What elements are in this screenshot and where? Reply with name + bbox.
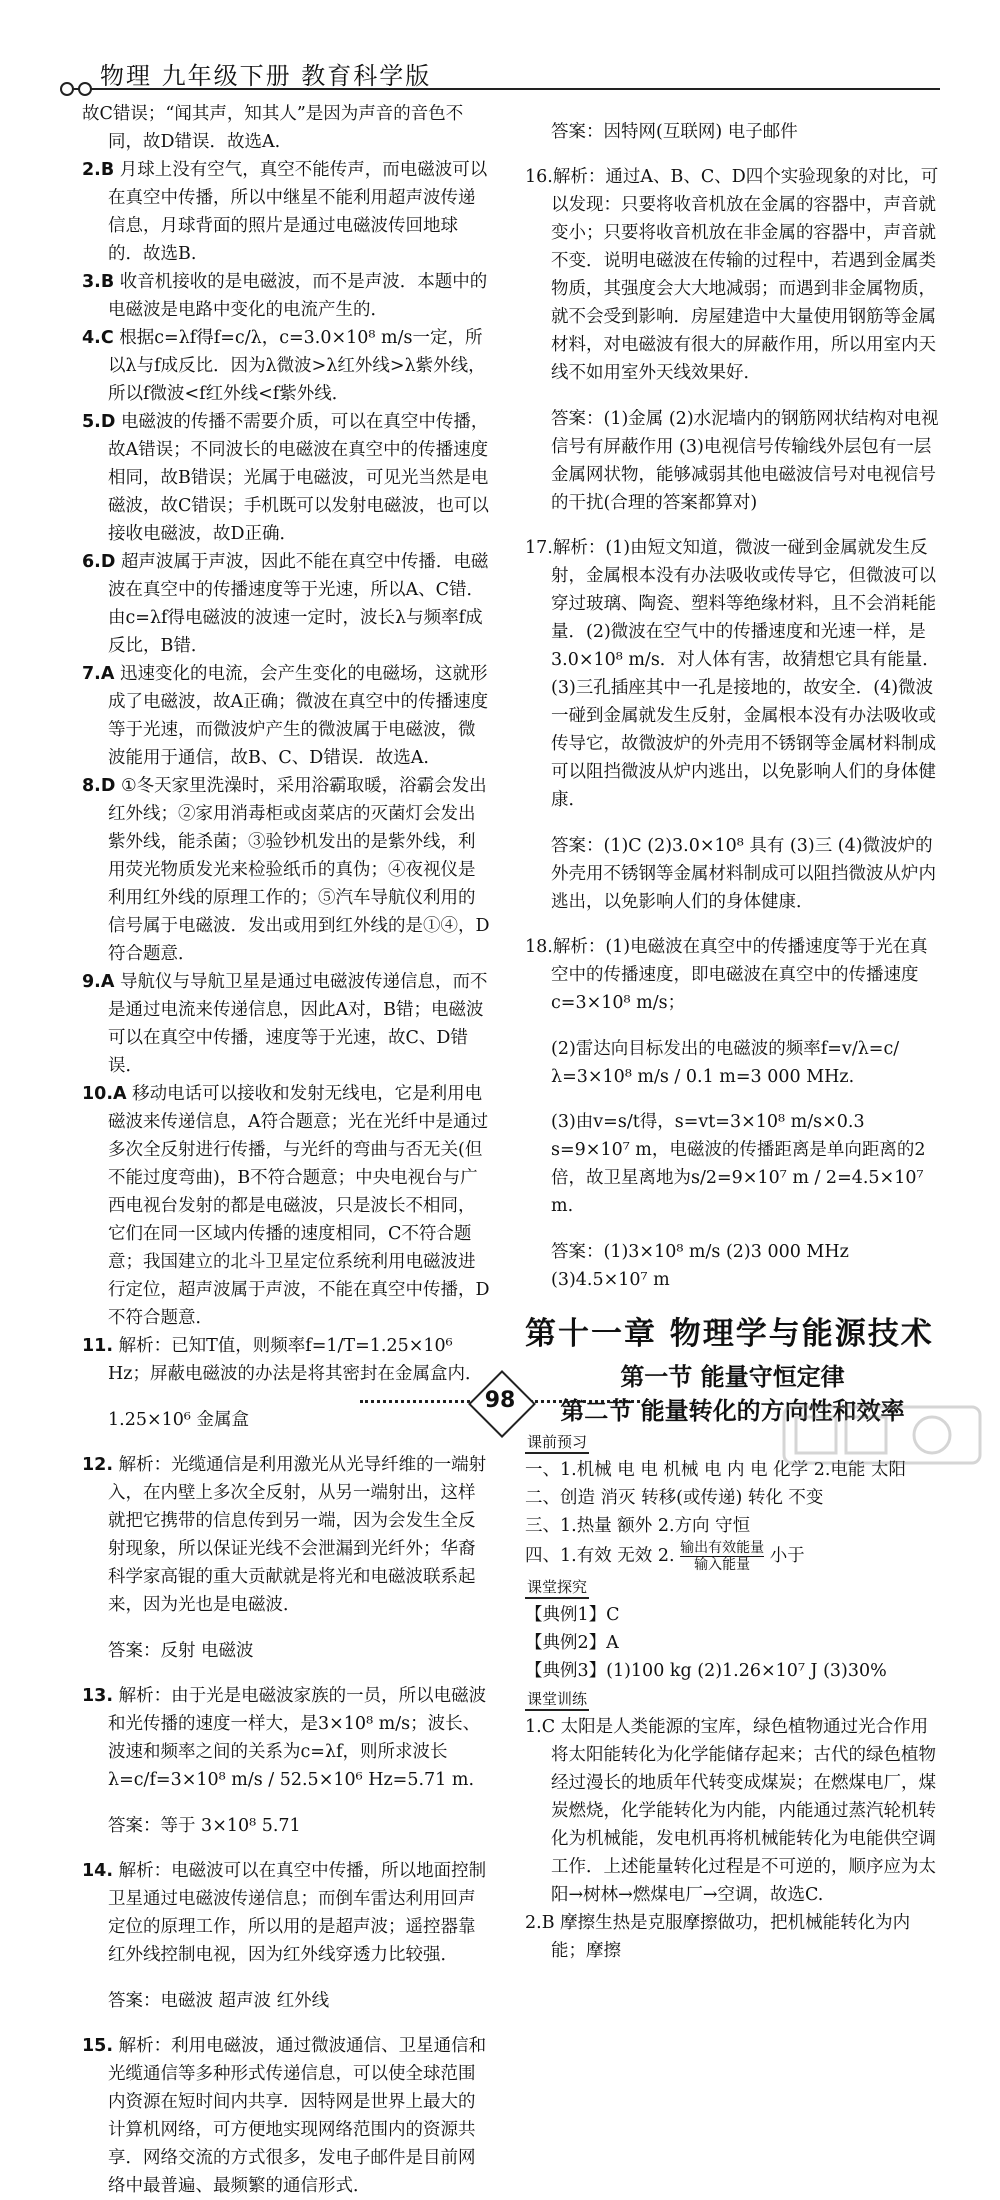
fraction-numerator: 输出有效能量	[680, 1539, 765, 1556]
item-text: 根据c=λf得f=c/λ，c=3.0×10⁸ m/s一定，所以λ与f成反比．因为λ微波>λ红外线>λ紫外线，所以f微波<f红外线<f紫外线．	[108, 328, 486, 404]
left-item	[82, 324, 490, 408]
right-column	[525, 100, 940, 1965]
question-16: 16.解析：通过A、B、C、D四个实验现象的对比，可以发现：只要将收音机放在金属的容器中，声音就变小；只要将收音机放在非金属的容器中，声音就不变．说明电磁波在传输的过程中，若遇到金属类物质，其强度会大大地减弱；而遇到非金属物质，就不会受到影响．房屋建造中大量使用钢筋等金属材料，对电磁波有很大的屏蔽作用，所以用室内天线不如用室外天线效果好．	[525, 167, 939, 383]
question-17: 17.解析：(1)由短文知道，微波一碰到金属就发生反射，金属根本没有办法吸收或传导它，但微波可以穿过玻璃、陶瓷、塑料等绝缘材料，且不会消耗能量．(2)微波在空气中的传播速度和光速一样，是3.0×10⁸ m/s．对人体有害，故猜想它具有能量．(3)三孔插座其中一孔是接地的，故安全．(4)微波一碰到金属就发生反射，金属根本没有办法吸收或传导它，故微波炉的外壳用不锈钢等金属材料制成可以阻挡微波从炉内逃出，以免影响人们的身体健康．	[525, 538, 940, 810]
left-item	[82, 772, 490, 968]
left-item	[82, 1451, 490, 1619]
question-18-part2: (2)雷达向目标发出的电磁波的频率f=v/λ=c/λ=3×10⁸ m/s / 0.1 m=3 000 MHz.	[551, 1038, 900, 1087]
page-header	[60, 50, 940, 102]
left-item	[82, 1682, 490, 1794]
answer-line: 1.25×10⁶ 金属盒	[108, 1409, 249, 1430]
left-item	[82, 660, 490, 772]
left-item	[82, 1080, 490, 1332]
preview-line-3: 三、1.热量 额外 2.方向 守恒	[525, 1515, 751, 1536]
left-item	[82, 968, 490, 1080]
question-number: 3.B	[82, 272, 115, 292]
item-text: 超声波属于声波，因此不能在真空中传播．电磁波在真空中的传播速度等于光速，所以A、C错．由c=λf得电磁波的波速一定时，波长λ与频率f成反比，B错．	[108, 552, 489, 656]
question-number: 12.	[82, 1455, 114, 1475]
left-item	[82, 156, 490, 268]
question-number: 8.D	[82, 776, 116, 796]
answer-line: 答案：等于 3×10⁸ 5.71	[108, 1815, 301, 1836]
item-text: 迅速变化的电流，会产生变化的电磁场，这就形成了电磁波，故A正确；微波在真空中的传播速度等于光速，而微波炉产生的微波属于电磁波，微波能用于通信，故B、C、D错误．故选A.	[108, 664, 489, 768]
question-18-part1: 18.解析：(1)电磁波在真空中的传播速度等于光在真空中的传播速度，即电磁波在真空中的传播速度c=3×10⁸ m/s；	[525, 937, 928, 1013]
item-text: ①冬天家里洗澡时，采用浴霸取暖，浴霸会发出红外线；②家用消毒柜或卤菜店的灭菌灯会发出紫外线，能杀菌；③验钞机发出的是紫外线，利用荧光物质发光来检验纸币的真伪；④夜视仪是利用红外线的原理工作的；⑤汽车导航仪利用的信号属于电磁波．发出或用到红外线的是①④，D符合题意．	[108, 776, 490, 964]
item-text: 电磁波的传播不需要介质，可以在真空中传播，故A错误；不同波长的电磁波在真空中的传播速度相同，故B错误；光属于电磁波，可见光当然是电磁波，故C错误；手机既可以发射电磁波，也可以接收电磁波，故D正确．	[108, 412, 489, 544]
left-item	[82, 408, 490, 548]
section-title-2: 第二节 能量转化的方向性和效率	[560, 1396, 905, 1425]
answer-line: 答案：反射 电磁波	[108, 1640, 254, 1661]
item-text: 导航仪与导航卫星是通过电磁波传递信息，而不是通过电流来传递信息，因此A对，B错；电磁波可以在真空中传播，速度等于光速，故C、D错误．	[108, 972, 488, 1076]
question-number: 4.C	[82, 328, 114, 348]
preview-line-2: 二、创造 消灭 转移(或传递) 转化 不变	[525, 1487, 824, 1508]
question-number: 2.B	[82, 160, 115, 180]
question-number: 11.	[82, 1336, 114, 1356]
answer-17: 答案：(1)C (2)3.0×10⁸ 具有 (3)三 (4)微波炉的外壳用不锈钢等金属材料制成可以阻挡微波从炉内逃出，以免影响人们的身体健康．	[551, 835, 936, 912]
header-dot	[60, 82, 74, 96]
item-text: 收音机接收的是电磁波，而不是声波．本题中的电磁波是电路中变化的电流产生的．	[108, 272, 488, 320]
left-item	[82, 548, 490, 660]
page-number-dots-left	[360, 1400, 470, 1403]
header-dot	[78, 82, 92, 96]
question-number: 15.	[82, 2036, 114, 2056]
left-item	[82, 268, 490, 324]
left-item	[82, 100, 490, 156]
left-item	[82, 1857, 490, 1969]
item-text: 月球上没有空气，真空不能传声，而电磁波可以在真空中传播，所以中继星不能利用超声波传递信息，月球背面的照片是通过电磁波传回地球的．故选B.	[108, 160, 488, 264]
preview-line-4-text: 四、1.有效 无效 2.	[525, 1545, 675, 1566]
fraction-denominator: 输入能量	[694, 1556, 751, 1573]
page-number-dots-right	[530, 1400, 640, 1403]
answer-16: 答案：(1)金属 (2)水泥墙内的钢筋网状结构对电视信号有屏蔽作用 (3)电视信号传输线外层包有一层金属网状物，能够减弱其他电磁波信号对电视信号的干扰(合理的答案都算对)	[551, 408, 939, 513]
efficiency-fraction	[680, 1540, 764, 1573]
section-title-1: 第一节 能量守恒定律	[620, 1362, 845, 1391]
preview-line-1: 一、1.机械 电 电 机械 电 内 电 化学 2.电能 太阳	[525, 1459, 906, 1480]
preview-line-4	[525, 1540, 940, 1573]
left-item	[82, 1332, 490, 1388]
example-2: 【典例2】A	[525, 1632, 619, 1653]
answer-line: 答案：电磁波 超声波 红外线	[108, 1990, 330, 2011]
item-text: 解析：利用电磁波，通过微波通信、卫星通信和光缆通信等多种形式传递信息，可以使全球范围内资源在短时间内共享．因特网是世界上最大的计算机网络，可方便地实现网络范围内的资源共享．网络交流的方式很多，发电子邮件是目前网络中最普遍、最频繁的通信形式．	[108, 2036, 487, 2196]
training-2: 2.B 摩擦生热是克服摩擦做功，把机械能转化为内能；摩擦	[525, 1912, 911, 1961]
answer-15: 答案：因特网(互联网) 电子邮件	[551, 121, 798, 142]
left-item	[82, 2032, 490, 2200]
answer-18: 答案：(1)3×10⁸ m/s (2)3 000 MHz (3)4.5×10⁷ m	[551, 1241, 849, 1290]
item-text: 解析：已知T值，则频率f=1/T=1.25×10⁶ Hz；屏蔽电磁波的办法是将其密封在金属盒内．	[108, 1336, 483, 1384]
example-3: 【典例3】(1)100 kg (2)1.26×10⁷ J (3)30%	[525, 1660, 887, 1681]
item-text: 解析：光缆通信是利用激光从光导纤维的一端射入，在内壁上多次全反射，从另一端射出，这样就把它携带的信息传到另一端，因为会发生全反射现象，所以保证光线不会泄漏到光纤外；华裔科学家高锟的重大贡献就是将光和电磁波联系起来，因为光也是电磁波．	[108, 1455, 487, 1615]
example-1: 【典例1】C	[525, 1604, 620, 1625]
tag-training: 课堂训练	[525, 1689, 589, 1711]
question-number: 13.	[82, 1686, 114, 1706]
tag-explore: 课堂探究	[525, 1577, 589, 1599]
training-1: 1.C 太阳是人类能源的宝库，绿色植物通过光合作用将太阳能转化为化学能储存起来；古代的绿色植物经过漫长的地质年代转变成煤炭；在燃煤电厂，煤炭燃烧，化学能转化为内能，内能通过蒸汽轮机转化为机械能，发电机再将机械能转化为电能供空调工作．上述能量转化过程是不可逆的，顺序应为太阳→树林→燃煤电厂→空调，故选C.	[525, 1716, 936, 1905]
left-column	[82, 100, 490, 2200]
header-rule	[70, 88, 940, 90]
preview-line-4-tail: 小于	[769, 1545, 805, 1566]
chapter-title: 第十一章 物理学与能源技术	[525, 1315, 934, 1352]
item-text: 解析：电磁波可以在真空中传播，所以地面控制卫星通过电磁波传递信息；而倒车雷达利用回声定位的原理工作，所以用的是超声波；遥控器靠红外线控制电视，因为红外线穿透力比较强．	[108, 1861, 487, 1965]
question-number: 10.A	[82, 1084, 127, 1104]
question-number: 7.A	[82, 664, 115, 684]
item-text: 移动电话可以接收和发射无线电，它是利用电磁波来传递信息，A符合题意；光在光纤中是通过多次全反射进行传播，与光纤的弯曲与否无关(但不能过度弯曲)，B不符合题意；中央电视台与广西电视台发射的都是电磁波，只是波长不相同，它们在同一区域内传播的速度相同，C不符合题意；我国建立的北斗卫星定位系统利用电磁波进行定位，超声波属于声波，不能在真空中传播，D不符合题意．	[108, 1084, 490, 1328]
question-number: 6.D	[82, 552, 116, 572]
item-text: 解析：由于光是电磁波家族的一员，所以电磁波和光传播的速度一样大，是3×10⁸ m/s；波长、波速和频率之间的关系为c=λf，则所求波长λ=c/f=3×10⁸ m/s / 52.5×10⁶ Hz=5.71 m.	[108, 1686, 487, 1790]
tag-preview: 课前预习	[525, 1432, 589, 1454]
question-number: 9.A	[82, 972, 115, 992]
watermark-logo	[782, 1405, 982, 1465]
item-text: 故C错误；“闻其声，知其人”是因为声音的音色不同，故D错误．故选A.	[82, 104, 464, 152]
header-title: 物理 九年级下册 教育科学版	[100, 62, 432, 90]
question-number: 5.D	[82, 412, 116, 432]
page-number: 98	[484, 1388, 516, 1413]
question-number: 14.	[82, 1861, 114, 1881]
question-18-part3: (3)由v=s/t得，s=vt=3×10⁸ m/s×0.3 s=9×10⁷ m，电磁波的传播距离是单向距离的2倍，故卫星离地为s/2=9×10⁷ m / 2=4.5×10⁷ m.	[551, 1112, 926, 1216]
